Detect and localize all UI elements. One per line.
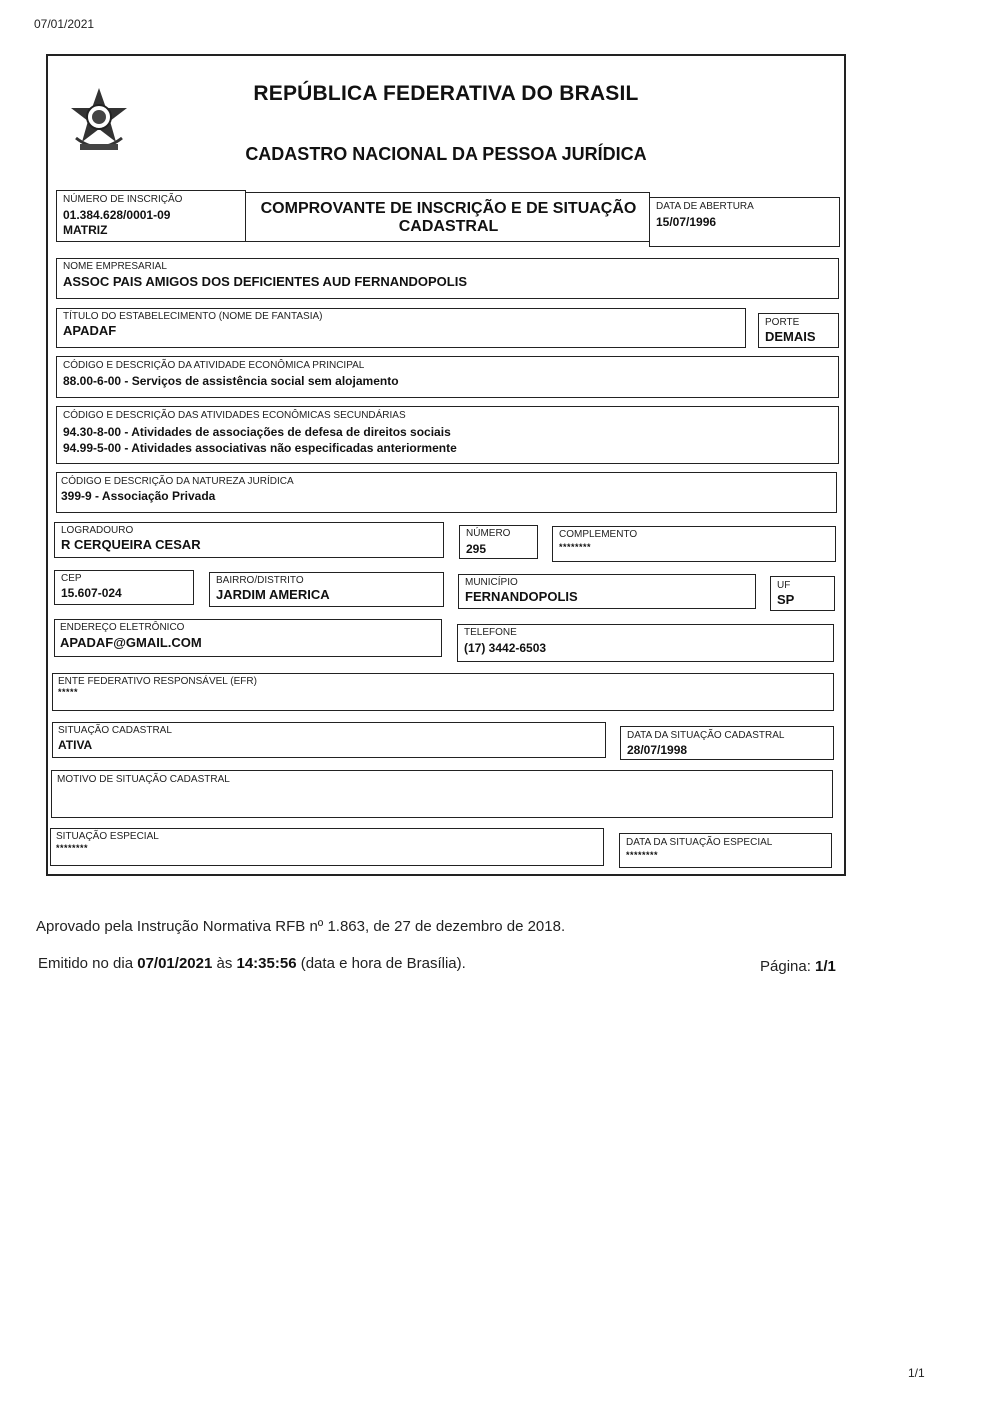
emitido-text (38, 955, 466, 972)
atividade-secundaria-code: 94.30-8-00 (63, 425, 122, 439)
atividade-secundaria-item: 94.99-5-00 - Atividades associativas não especificadas anteriormente (63, 441, 457, 455)
situacao-especial-label: SITUAÇÃO ESPECIAL (56, 831, 159, 842)
pagina-label: Página: (760, 958, 811, 975)
situacao-especial-value: ******** (56, 843, 89, 853)
situacao-cadastral-label: SITUAÇÃO CADASTRAL (58, 725, 172, 736)
data-abertura-value: 15/07/1996 (656, 215, 717, 229)
telefone-label: TELEFONE (464, 627, 517, 638)
titulo-estabelecimento-value: APADAF (63, 323, 117, 338)
porte-value: DEMAIS (765, 329, 816, 344)
numero-box (459, 525, 538, 559)
emitido-prefix: Emitido no dia (38, 955, 134, 972)
email-value: APADAF@GMAIL.COM (60, 635, 202, 650)
atividade-principal-code: 88.00-6-00 (63, 374, 122, 388)
document-title-line1: COMPROVANTE DE INSCRIÇÃO E DE SITUAÇÃO (260, 200, 637, 217)
porte-box (758, 313, 839, 348)
efr-label: ENTE FEDERATIVO RESPONSÁVEL (EFR) (58, 676, 257, 687)
atividades-secundarias-label: CÓDIGO E DESCRIÇÃO DAS ATIVIDADES ECONÔMICAS SECUNDÁRIAS (63, 410, 406, 421)
uf-label: UF (777, 580, 791, 591)
data-abertura-label: DATA DE ABERTURA (656, 201, 754, 212)
numero-label: NÚMERO (466, 528, 511, 539)
logradouro-box (54, 522, 444, 558)
atividade-secundaria-code: 94.99-5-00 (63, 441, 122, 455)
nome-empresarial-value: ASSOC PAIS AMIGOS DOS DEFICIENTES AUD FERNANDOPOLIS (63, 274, 467, 289)
numero-value: 295 (466, 542, 487, 556)
data-situacao-especial-label: DATA DA SITUAÇÃO ESPECIAL (626, 837, 773, 848)
situacao-especial-box (50, 828, 604, 866)
motivo-situacao-label: MOTIVO DE SITUAÇÃO CADASTRAL (57, 774, 230, 785)
document-title-box (245, 192, 650, 242)
aprovado-text: Aprovado pela Instrução Normativa RFB nº 1.863, de 27 de dezembro de 2018. (36, 918, 566, 935)
data-situacao-especial-value: ******** (626, 850, 659, 860)
telefone-box (457, 624, 834, 662)
telefone-value: (17) 3442-6503 (464, 641, 547, 655)
complemento-value: ******** (559, 542, 592, 552)
print-date: 07/01/2021 (34, 17, 95, 31)
data-situacao-cadastral-box (620, 726, 834, 760)
natureza-juridica-label: CÓDIGO E DESCRIÇÃO DA NATUREZA JURÍDICA (61, 476, 294, 487)
cep-value: 15.607-024 (61, 586, 122, 600)
nome-empresarial-label: NOME EMPRESARIAL (63, 261, 167, 272)
email-label: ENDEREÇO ELETRÔNICO (60, 622, 185, 633)
atividade-principal-value: 88.00-6-00 - Serviços de assistência social sem alojamento (63, 374, 399, 388)
data-abertura-box (649, 197, 840, 247)
tipo-estabelecimento: MATRIZ (63, 223, 108, 237)
natureza-juridica-code: 399-9 (61, 489, 92, 503)
data-situacao-especial-box (619, 833, 832, 868)
uf-value: SP (777, 592, 795, 607)
motivo-situacao-box (51, 770, 833, 818)
logradouro-value: R CERQUEIRA CESAR (61, 537, 201, 552)
complemento-label: COMPLEMENTO (559, 529, 638, 540)
situacao-cadastral-box (52, 722, 606, 758)
atividade-secundaria-desc: Atividades associativas não especificadas anteriormente (131, 441, 457, 455)
atividade-principal-box (56, 356, 839, 398)
atividade-principal-label: CÓDIGO E DESCRIÇÃO DA ATIVIDADE ECONÔMICA PRINCIPAL (63, 360, 365, 371)
atividades-secundarias-box (56, 406, 839, 464)
situacao-cadastral-value: ATIVA (58, 738, 93, 752)
efr-box (52, 673, 834, 711)
emitido-suffix: (data e hora de Brasília). (300, 955, 466, 972)
page-subtitle: CADASTRO NACIONAL DA PESSOA JURÍDICA (245, 144, 647, 164)
municipio-value: FERNANDOPOLIS (465, 589, 578, 604)
nome-empresarial-box (56, 258, 839, 299)
emitido-time: 14:35:56 (236, 955, 297, 972)
data-situacao-cadastral-value: 28/07/1998 (627, 743, 688, 757)
titulo-estabelecimento-label: TÍTULO DO ESTABELECIMENTO (NOME DE FANTASIA) (63, 311, 323, 322)
pagina-text (760, 958, 836, 975)
atividade-secundaria-desc: Atividades de associações de defesa de direitos sociais (131, 425, 451, 439)
natureza-juridica-desc: Associação Privada (101, 489, 216, 503)
numero-inscricao-label: NÚMERO DE INSCRIÇÃO (63, 194, 183, 205)
numero-inscricao-box (56, 190, 246, 242)
emitido-mid: às (216, 955, 233, 972)
uf-box (770, 576, 835, 611)
porte-label: PORTE (765, 317, 800, 328)
natureza-juridica-box (56, 472, 837, 513)
logradouro-label: LOGRADOURO (61, 525, 134, 536)
print-page-number: 1/1 (908, 1366, 925, 1380)
efr-value: ***** (58, 687, 79, 697)
page-title: REPÚBLICA FEDERATIVA DO BRASIL (253, 82, 639, 105)
titulo-estabelecimento-box (56, 308, 746, 348)
complemento-box (552, 526, 836, 562)
email-box (54, 619, 442, 657)
emitido-date: 07/01/2021 (137, 955, 213, 972)
data-situacao-cadastral-label: DATA DA SITUAÇÃO CADASTRAL (627, 730, 785, 741)
numero-inscricao-value: 01.384.628/0001-09 (63, 208, 171, 222)
pagina-value: 1/1 (815, 958, 836, 975)
cep-box (54, 570, 194, 605)
atividade-secundaria-item: 94.30-8-00 - Atividades de associações de defesa de direitos sociais (63, 425, 451, 439)
bairro-value: JARDIM AMERICA (216, 587, 330, 602)
bairro-label: BAIRRO/DISTRITO (216, 575, 304, 586)
document-title-line2: CADASTRAL (398, 218, 499, 235)
natureza-juridica-value: 399-9 - Associação Privada (61, 489, 216, 503)
municipio-label: MUNICÍPIO (465, 577, 518, 588)
bairro-box (209, 572, 444, 607)
atividade-principal-desc: Serviços de assistência social sem alojamento (131, 374, 399, 388)
cep-label: CEP (61, 573, 82, 584)
municipio-box (458, 574, 756, 609)
